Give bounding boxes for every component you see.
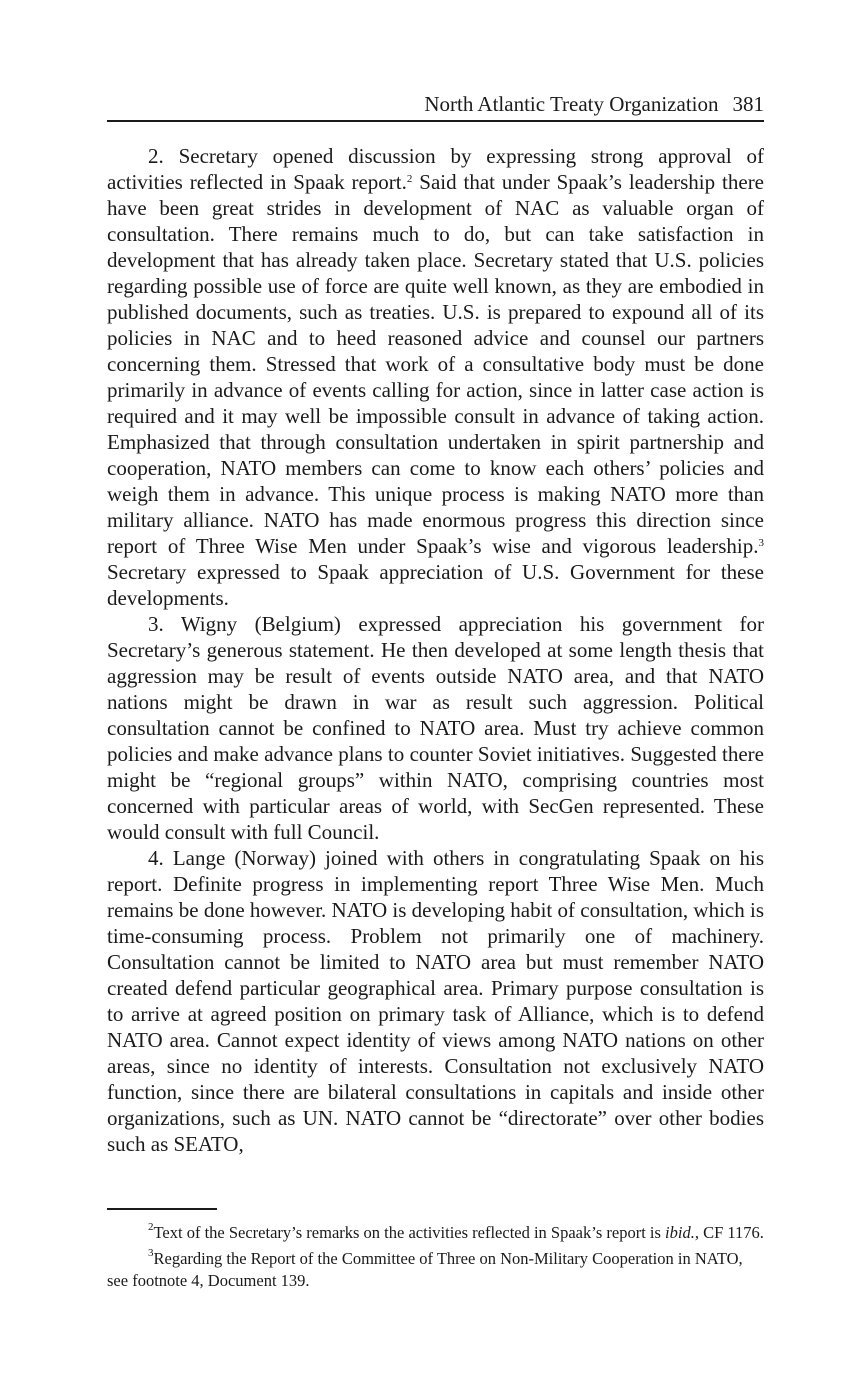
footnote-3: [107, 1248, 764, 1292]
paragraph-text: Secretary opened discussion by expressing strong approval of activities reflected in Spaak report.: [107, 144, 765, 194]
footnote-ref-2[interactable]: 2: [406, 173, 413, 185]
footnote-marker: 3: [148, 1247, 154, 1259]
header-rule: [107, 120, 764, 122]
footnote-text: Text of the Secretary’s remarks on the activities reflected in Spaak’s report is: [153, 1223, 666, 1242]
paragraph-text: Wigny (Belgium) expressed appreciation his government for Secretary’s generous statement. He then developed at some length thesis that aggression may be result of events outside NATO area, and that NATO nations might be drawn in war as result such aggression. Political consultation cannot be confined to NATO area. Must try achieve common policies and make advance plans to counter Soviet initiatives. Suggested there might be “regional groups” within NATO, comprising countries most concerned with particular areas of world, with SecGen represented. These would consult with full Council.: [107, 612, 765, 844]
paragraph-2: [107, 143, 764, 611]
paragraph-number: 2.: [148, 144, 164, 168]
paragraph-number: 4.: [148, 846, 164, 870]
footnote-ref-3[interactable]: 3: [758, 537, 764, 549]
body-text: [107, 143, 764, 1157]
paragraph-text: Secretary expressed to Spaak appreciation of U.S. Government for these developments.: [107, 560, 764, 610]
footnote-text: , CF 1176.: [694, 1223, 764, 1242]
running-header: [107, 90, 764, 118]
footnote-marker: 2: [148, 1221, 154, 1233]
paragraph-text: Said that under Spaak’s leadership there have been great strides in development of NAC as valuable organ of consultation. There remains much to do, but can take satisfaction in development that has already taken place. Secretary stated that U.S. policies regarding possible use of force are quite well known, as they are embodied in published documents, such as treaties. U.S. is prepared to expound all of its policies in NAC and to heed reasoned advice and counsel our partners concerning them. Stressed that work of a consultative body must be done primarily in advance of events calling for action, since in latter case action is required and it may well be impossible consult in advance of taking action. Emphasized that through consultation undertaken in spirit partnership and cooperation, NATO members can come to know each others’ policies and weigh them in advance. This unique process is making NATO more than military alliance. NATO has made enormous progress this direction since report of Three Wise Men under Spaak’s wise and vigorous leadership.: [107, 170, 765, 558]
running-title: North Atlantic Treaty Organization: [424, 92, 719, 116]
paragraph-3: [107, 611, 764, 845]
footnote-rule: [107, 1208, 217, 1210]
paragraph-number: 3.: [148, 612, 164, 636]
paragraph-text: Lange (Norway) joined with others in congratulating Spaak on his report. Definite progress in implementing report Three Wise Men. Much remains be done however. NATO is developing habit of consultation, which is time-consuming process. Problem not primarily one of machinery. Consultation cannot be limited to NATO area but must remember NATO created defend particular geographical area. Primary purpose consultation is to arrive at agreed position on primary task of Alliance, which is to defend NATO area. Cannot expect identity of views among NATO nations on other areas, since no identity of interests. Consultation not exclusively NATO function, since there are bilateral consultations in capitals and inside other organizations, such as UN. NATO cannot be “directorate” over other bodies such as SEATO,: [107, 846, 765, 1156]
paragraph-4: [107, 845, 764, 1157]
footnote-2: [107, 1222, 764, 1244]
footnote-text: Regarding the Report of the Committee of Three on Non-Military Cooperation in NATO, see footnote 4, Document 139.: [107, 1249, 743, 1290]
page-number: 381: [732, 92, 764, 116]
footnote-italic-text: ibid.: [665, 1223, 695, 1242]
footnotes: [107, 1222, 764, 1296]
